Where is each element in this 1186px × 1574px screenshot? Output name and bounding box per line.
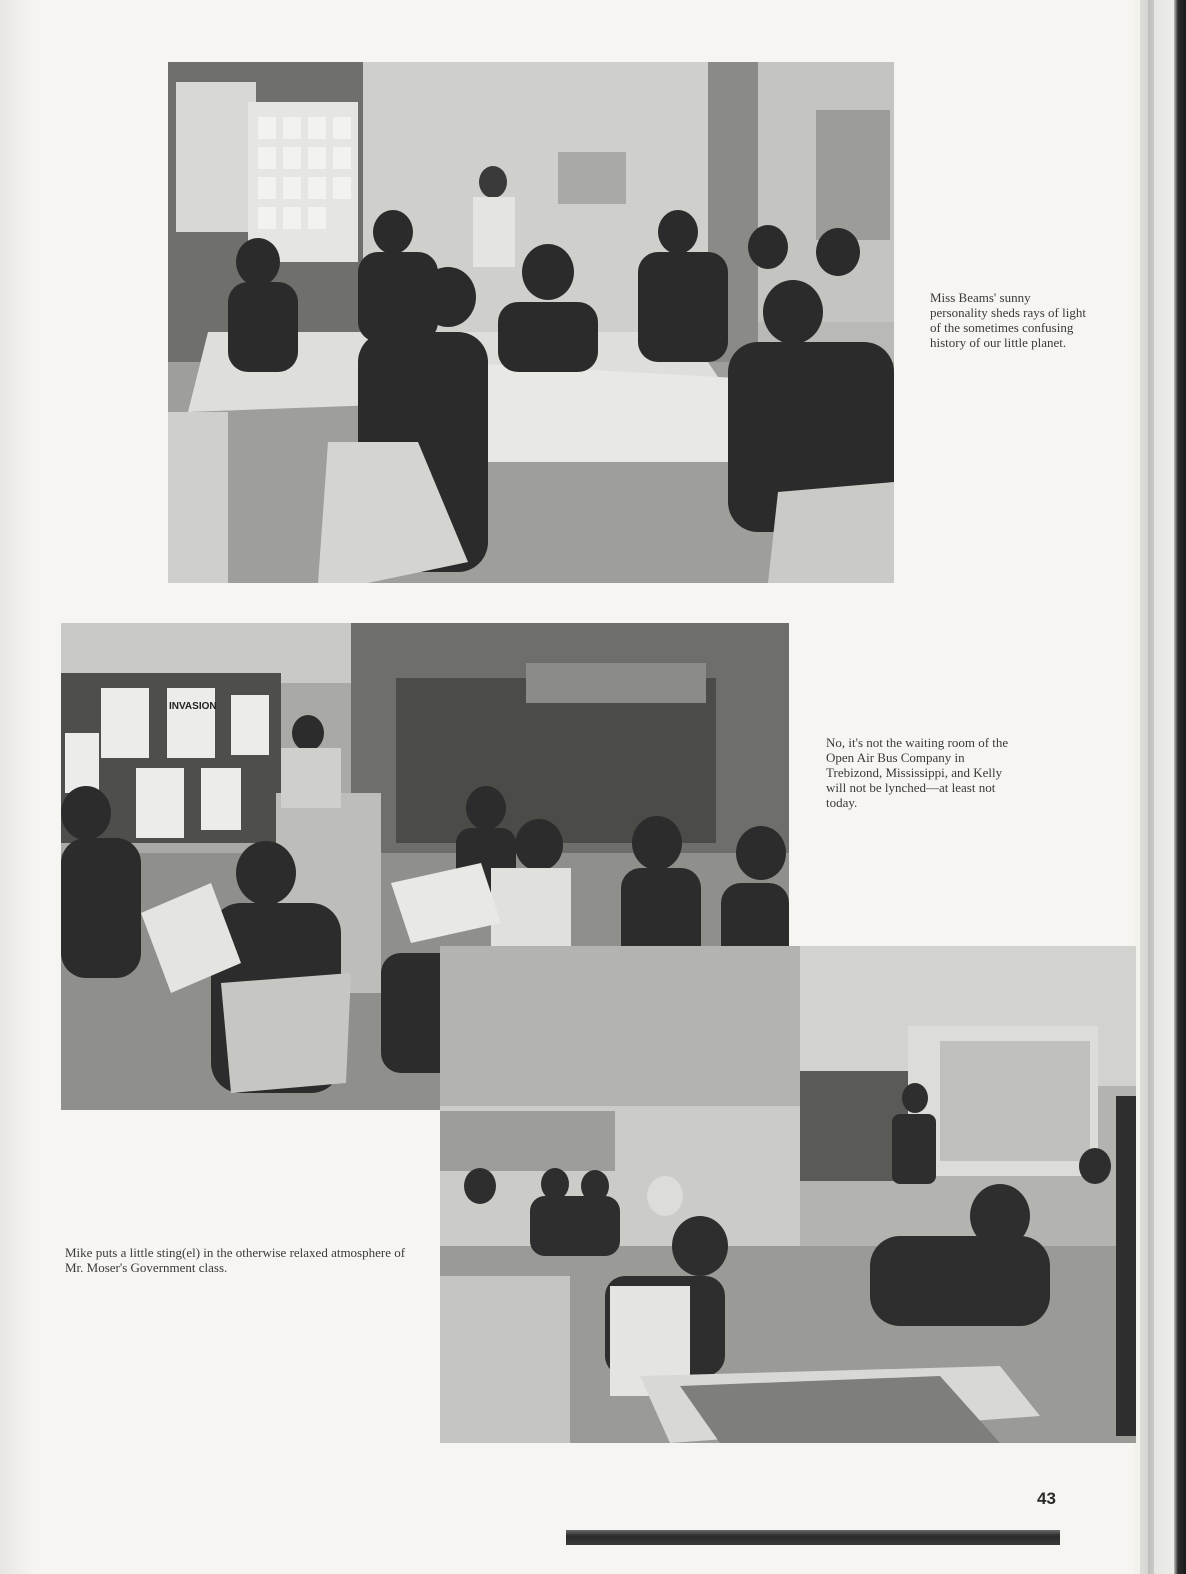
page-number: 43 [1037,1489,1056,1508]
history-class-caption: Miss Beams' sunny personality sheds rays of light of the sometimes confusing history of our little planet. [930,290,1086,350]
bus-company-caption: No, it's not the waiting room of the Open Air Bus Company in Trebizond, Mississippi, and Kelly will not be lynched—at least not today. [826,735,1009,810]
spine-shadow [0,0,36,1574]
government-class-caption: Mike puts a little sting(el) in the otherwise relaxed atmosphere of Mr. Moser's Government class. [65,1245,406,1275]
bulletin-poster-text: INVASION [169,701,217,712]
government-class-photo [440,946,1136,1443]
page-edge [1134,0,1186,1574]
bottom-rule [566,1530,1060,1545]
history-class-photo [168,62,894,583]
